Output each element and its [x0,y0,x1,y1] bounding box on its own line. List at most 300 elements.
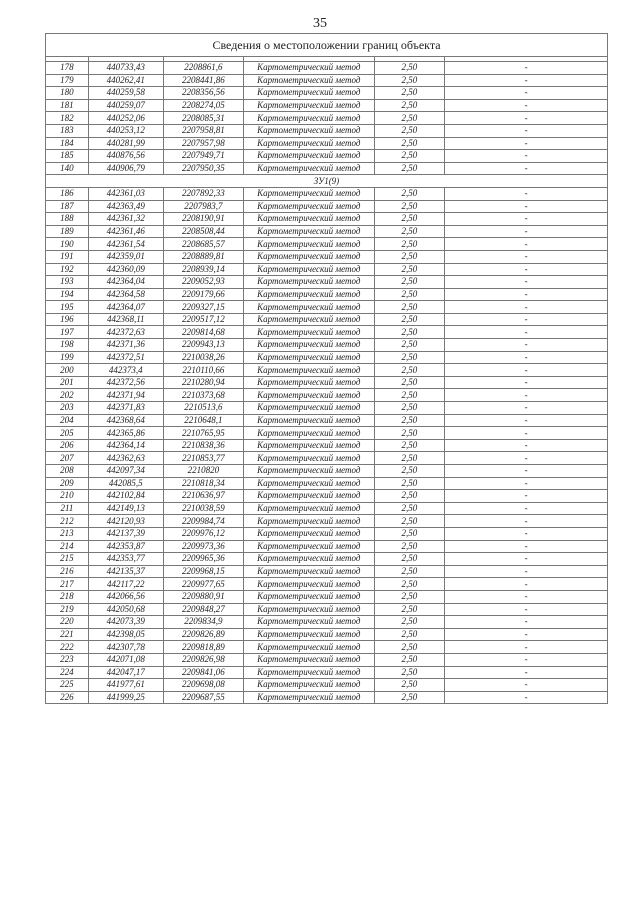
note-cell: - [445,150,608,163]
note-cell: - [445,301,608,314]
accuracy-cell: 2,50 [374,439,445,452]
coord-y-cell: 2209834,9 [163,616,243,629]
table-row [46,351,608,364]
method-cell: Картометрический метод [244,200,375,213]
accuracy-cell: 2,50 [374,414,445,427]
method-cell: Картометрический метод [244,225,375,238]
accuracy-cell: 2,50 [374,452,445,465]
method-cell: Картометрический метод [244,679,375,692]
note-cell: - [445,427,608,440]
coord-y-cell: 2209880,91 [163,590,243,603]
method-cell: Картометрический метод [244,477,375,490]
note-cell: - [445,465,608,478]
table-row [46,540,608,553]
table-row [46,87,608,100]
coord-y-cell: 2207950,35 [163,162,243,175]
point-number-cell: 205 [46,427,89,440]
method-cell: Картометрический метод [244,351,375,364]
note-cell: - [445,124,608,137]
note-cell: - [445,527,608,540]
coord-x-cell: 441999,25 [88,691,163,704]
coord-y-cell: 2207957,98 [163,137,243,150]
point-number-cell: 200 [46,364,89,377]
method-cell: Картометрический метод [244,540,375,553]
point-number-cell: 184 [46,137,89,150]
coord-x-cell: 442359,01 [88,250,163,263]
coord-x-cell: 442362,63 [88,452,163,465]
method-cell: Картометрический метод [244,62,375,75]
method-cell: Картометрический метод [244,616,375,629]
note-cell: - [445,490,608,503]
accuracy-cell: 2,50 [374,515,445,528]
accuracy-cell: 2,50 [374,112,445,125]
point-number-cell: 219 [46,603,89,616]
boundary-table-body [46,34,608,704]
method-cell: Картометрический метод [244,691,375,704]
note-cell: - [445,477,608,490]
method-cell: Картометрический метод [244,641,375,654]
accuracy-cell: 2,50 [374,74,445,87]
table-row [46,603,608,616]
coord-x-cell: 442371,36 [88,339,163,352]
accuracy-cell: 2,50 [374,162,445,175]
method-cell: Картометрический метод [244,490,375,503]
accuracy-cell: 2,50 [374,477,445,490]
coord-x-cell: 440259,07 [88,99,163,112]
point-number-cell: 190 [46,238,89,251]
point-number-cell: 186 [46,187,89,200]
accuracy-cell: 2,50 [374,616,445,629]
coord-x-cell: 442085,5 [88,477,163,490]
table-row [46,62,608,75]
coord-y-cell: 2210110,66 [163,364,243,377]
note-cell: - [445,238,608,251]
method-cell: Картометрический метод [244,414,375,427]
point-number-cell: 212 [46,515,89,528]
coord-x-cell: 442353,87 [88,540,163,553]
method-cell: Картометрический метод [244,301,375,314]
accuracy-cell: 2,50 [374,288,445,301]
section-label: ЗУ1(9) [46,175,608,188]
note-cell: - [445,351,608,364]
point-number-cell: 208 [46,465,89,478]
table-row [46,490,608,503]
coord-x-cell: 442071,08 [88,653,163,666]
coord-x-cell: 442050,68 [88,603,163,616]
method-cell: Картометрический метод [244,389,375,402]
table-row [46,590,608,603]
note-cell: - [445,162,608,175]
note-cell: - [445,200,608,213]
coord-y-cell: 2209327,15 [163,301,243,314]
note-cell: - [445,439,608,452]
table-row [46,326,608,339]
accuracy-cell: 2,50 [374,679,445,692]
coord-x-cell: 440262,41 [88,74,163,87]
method-cell: Картометрический метод [244,590,375,603]
page-number: 35 [313,16,327,31]
accuracy-cell: 2,50 [374,213,445,226]
table-row [46,288,608,301]
section-row [46,175,608,188]
method-cell: Картометрический метод [244,99,375,112]
coord-y-cell: 2210818,34 [163,477,243,490]
table-row [46,427,608,440]
coord-y-cell: 2208356,56 [163,87,243,100]
coord-y-cell: 2210373,68 [163,389,243,402]
coord-x-cell: 442361,32 [88,213,163,226]
point-number-cell: 188 [46,213,89,226]
accuracy-cell: 2,50 [374,502,445,515]
table-row [46,187,608,200]
point-number-cell: 216 [46,565,89,578]
note-cell: - [445,653,608,666]
table-row [46,691,608,704]
table-row [46,263,608,276]
table-row [46,137,608,150]
coord-x-cell: 442307,78 [88,641,163,654]
accuracy-cell: 2,50 [374,490,445,503]
method-cell: Картометрический метод [244,666,375,679]
note-cell: - [445,414,608,427]
accuracy-cell: 2,50 [374,364,445,377]
method-cell: Картометрический метод [244,276,375,289]
coord-y-cell: 2209698,08 [163,679,243,692]
coord-y-cell: 2208508,44 [163,225,243,238]
coord-x-cell: 442361,54 [88,238,163,251]
point-number-cell: 203 [46,402,89,415]
method-cell: Картометрический метод [244,288,375,301]
accuracy-cell: 2,50 [374,628,445,641]
accuracy-cell: 2,50 [374,225,445,238]
point-number-cell: 207 [46,452,89,465]
table-row [46,653,608,666]
table-row [46,578,608,591]
method-cell: Картометрический метод [244,402,375,415]
coord-x-cell: 442360,09 [88,263,163,276]
method-cell: Картометрический метод [244,439,375,452]
note-cell: - [445,553,608,566]
boundary-table [45,33,608,704]
accuracy-cell: 2,50 [374,150,445,163]
coord-x-cell: 440252,06 [88,112,163,125]
table-row [46,200,608,213]
accuracy-cell: 2,50 [374,301,445,314]
table-row [46,276,608,289]
method-cell: Картометрический метод [244,565,375,578]
note-cell: - [445,452,608,465]
table-row [46,679,608,692]
table-row [46,162,608,175]
method-cell: Картометрический метод [244,87,375,100]
accuracy-cell: 2,50 [374,238,445,251]
table-row [46,477,608,490]
method-cell: Картометрический метод [244,313,375,326]
coord-x-cell: 442368,64 [88,414,163,427]
accuracy-cell: 2,50 [374,666,445,679]
table-row [46,553,608,566]
method-cell: Картометрический метод [244,527,375,540]
coord-y-cell: 2209818,89 [163,641,243,654]
note-cell: - [445,364,608,377]
coord-y-cell: 2208190,91 [163,213,243,226]
point-number-cell: 185 [46,150,89,163]
coord-y-cell: 2208861,6 [163,62,243,75]
note-cell: - [445,502,608,515]
table-row [46,99,608,112]
point-number-cell: 217 [46,578,89,591]
coord-x-cell: 440906,79 [88,162,163,175]
accuracy-cell: 2,50 [374,87,445,100]
coord-x-cell: 442371,94 [88,389,163,402]
note-cell: - [445,641,608,654]
point-number-cell: 197 [46,326,89,339]
coord-y-cell: 2210853,77 [163,452,243,465]
coord-x-cell: 442097,34 [88,465,163,478]
point-number-cell: 225 [46,679,89,692]
point-number-cell: 206 [46,439,89,452]
table-row [46,124,608,137]
coord-x-cell: 442120,93 [88,515,163,528]
accuracy-cell: 2,50 [374,427,445,440]
accuracy-cell: 2,50 [374,540,445,553]
accuracy-cell: 2,50 [374,402,445,415]
note-cell: - [445,515,608,528]
accuracy-cell: 2,50 [374,351,445,364]
table-row [46,376,608,389]
table-row [46,452,608,465]
point-number-cell: 209 [46,477,89,490]
note-cell: - [445,376,608,389]
note-cell: - [445,137,608,150]
coord-y-cell: 2208441,86 [163,74,243,87]
point-number-cell: 182 [46,112,89,125]
point-number-cell: 226 [46,691,89,704]
table-row [46,616,608,629]
table-title: Сведения о местоположении границ объекта [46,34,608,57]
accuracy-cell: 2,50 [374,653,445,666]
point-number-cell: 223 [46,653,89,666]
coord-y-cell: 2210765,95 [163,427,243,440]
coord-y-cell: 2207983,7 [163,200,243,213]
note-cell: - [445,187,608,200]
table-row [46,439,608,452]
note-cell: - [445,99,608,112]
table-row [46,301,608,314]
note-cell: - [445,666,608,679]
point-number-cell: 189 [46,225,89,238]
note-cell: - [445,313,608,326]
accuracy-cell: 2,50 [374,263,445,276]
accuracy-cell: 2,50 [374,99,445,112]
point-number-cell: 202 [46,389,89,402]
point-number-cell: 181 [46,99,89,112]
point-number-cell: 221 [46,628,89,641]
table-row [46,666,608,679]
method-cell: Картометрический метод [244,502,375,515]
accuracy-cell: 2,50 [374,187,445,200]
coord-x-cell: 442365,86 [88,427,163,440]
point-number-cell: 204 [46,414,89,427]
coord-x-cell: 442047,17 [88,666,163,679]
coord-x-cell: 442364,58 [88,288,163,301]
coord-x-cell: 442137,39 [88,527,163,540]
coord-y-cell: 2210636,97 [163,490,243,503]
coord-y-cell: 2210648,1 [163,414,243,427]
method-cell: Картометрический метод [244,603,375,616]
point-number-cell: 178 [46,62,89,75]
coord-x-cell: 442102,84 [88,490,163,503]
method-cell: Картометрический метод [244,74,375,87]
table-row [46,150,608,163]
note-cell: - [445,616,608,629]
accuracy-cell: 2,50 [374,124,445,137]
method-cell: Картометрический метод [244,427,375,440]
coord-x-cell: 442372,56 [88,376,163,389]
coord-x-cell: 441977,61 [88,679,163,692]
accuracy-cell: 2,50 [374,326,445,339]
accuracy-cell: 2,50 [374,389,445,402]
accuracy-cell: 2,50 [374,200,445,213]
note-cell: - [445,276,608,289]
note-cell: - [445,213,608,226]
coord-y-cell: 2209968,15 [163,565,243,578]
note-cell: - [445,565,608,578]
coord-y-cell: 2209179,66 [163,288,243,301]
coord-y-cell: 2210038,59 [163,502,243,515]
table-row [46,414,608,427]
accuracy-cell: 2,50 [374,527,445,540]
coord-x-cell: 442368,11 [88,313,163,326]
coord-y-cell: 2209943,13 [163,339,243,352]
point-number-cell: 191 [46,250,89,263]
coord-y-cell: 2209841,06 [163,666,243,679]
note-cell: - [445,62,608,75]
method-cell: Картометрический метод [244,162,375,175]
point-number-cell: 140 [46,162,89,175]
note-cell: - [445,225,608,238]
coord-x-cell: 440259,58 [88,87,163,100]
coord-y-cell: 2209517,12 [163,313,243,326]
method-cell: Картометрический метод [244,263,375,276]
coord-y-cell: 2209826,89 [163,628,243,641]
coord-x-cell: 442372,63 [88,326,163,339]
coord-x-cell: 442361,46 [88,225,163,238]
point-number-cell: 180 [46,87,89,100]
coord-y-cell: 2209976,12 [163,527,243,540]
table-row [46,74,608,87]
table-row [46,364,608,377]
table-row [46,389,608,402]
point-number-cell: 213 [46,527,89,540]
coord-x-cell: 442117,22 [88,578,163,591]
accuracy-cell: 2,50 [374,339,445,352]
note-cell: - [445,603,608,616]
method-cell: Картометрический метод [244,250,375,263]
note-cell: - [445,326,608,339]
note-cell: - [445,590,608,603]
accuracy-cell: 2,50 [374,553,445,566]
coord-x-cell: 440876,56 [88,150,163,163]
note-cell: - [445,389,608,402]
note-cell: - [445,402,608,415]
method-cell: Картометрический метод [244,150,375,163]
note-cell: - [445,628,608,641]
method-cell: Картометрический метод [244,376,375,389]
coord-x-cell: 442364,14 [88,439,163,452]
coord-y-cell: 2209984,74 [163,515,243,528]
table-row [46,225,608,238]
method-cell: Картометрический метод [244,553,375,566]
coord-x-cell: 440281,99 [88,137,163,150]
accuracy-cell: 2,50 [374,565,445,578]
accuracy-cell: 2,50 [374,62,445,75]
accuracy-cell: 2,50 [374,691,445,704]
note-cell: - [445,74,608,87]
coord-y-cell: 2209814,68 [163,326,243,339]
accuracy-cell: 2,50 [374,137,445,150]
note-cell: - [445,540,608,553]
coord-y-cell: 2210513,6 [163,402,243,415]
coord-y-cell: 2207949,71 [163,150,243,163]
coord-x-cell: 442073,39 [88,616,163,629]
point-number-cell: 220 [46,616,89,629]
point-number-cell: 187 [46,200,89,213]
coord-y-cell: 2210838,36 [163,439,243,452]
table-row [46,502,608,515]
table-row [46,250,608,263]
coord-y-cell: 2209687,55 [163,691,243,704]
accuracy-cell: 2,50 [374,376,445,389]
point-number-cell: 195 [46,301,89,314]
point-number-cell: 222 [46,641,89,654]
method-cell: Картометрический метод [244,187,375,200]
coord-y-cell: 2209973,36 [163,540,243,553]
method-cell: Картометрический метод [244,465,375,478]
point-number-cell: 215 [46,553,89,566]
accuracy-cell: 2,50 [374,578,445,591]
coord-x-cell: 442135,37 [88,565,163,578]
coord-y-cell: 2209052,93 [163,276,243,289]
method-cell: Картометрический метод [244,364,375,377]
coord-y-cell: 2209848,27 [163,603,243,616]
table-row [46,112,608,125]
coord-y-cell: 2210280,94 [163,376,243,389]
coord-x-cell: 442371,83 [88,402,163,415]
coord-y-cell: 2209977,65 [163,578,243,591]
table-row [46,402,608,415]
table-title-row [46,34,608,57]
point-number-cell: 179 [46,74,89,87]
coord-x-cell: 440253,12 [88,124,163,137]
coord-x-cell: 442353,77 [88,553,163,566]
method-cell: Картометрический метод [244,326,375,339]
method-cell: Картометрический метод [244,628,375,641]
note-cell: - [445,339,608,352]
coord-y-cell: 2208889,81 [163,250,243,263]
coord-y-cell: 2210038,26 [163,351,243,364]
note-cell: - [445,691,608,704]
point-number-cell: 210 [46,490,89,503]
point-number-cell: 194 [46,288,89,301]
method-cell: Картометрический метод [244,238,375,251]
coord-y-cell: 2208685,57 [163,238,243,251]
table-row [46,213,608,226]
coord-x-cell: 442363,49 [88,200,163,213]
note-cell: - [445,288,608,301]
coord-y-cell: 2209826,98 [163,653,243,666]
point-number-cell: 201 [46,376,89,389]
